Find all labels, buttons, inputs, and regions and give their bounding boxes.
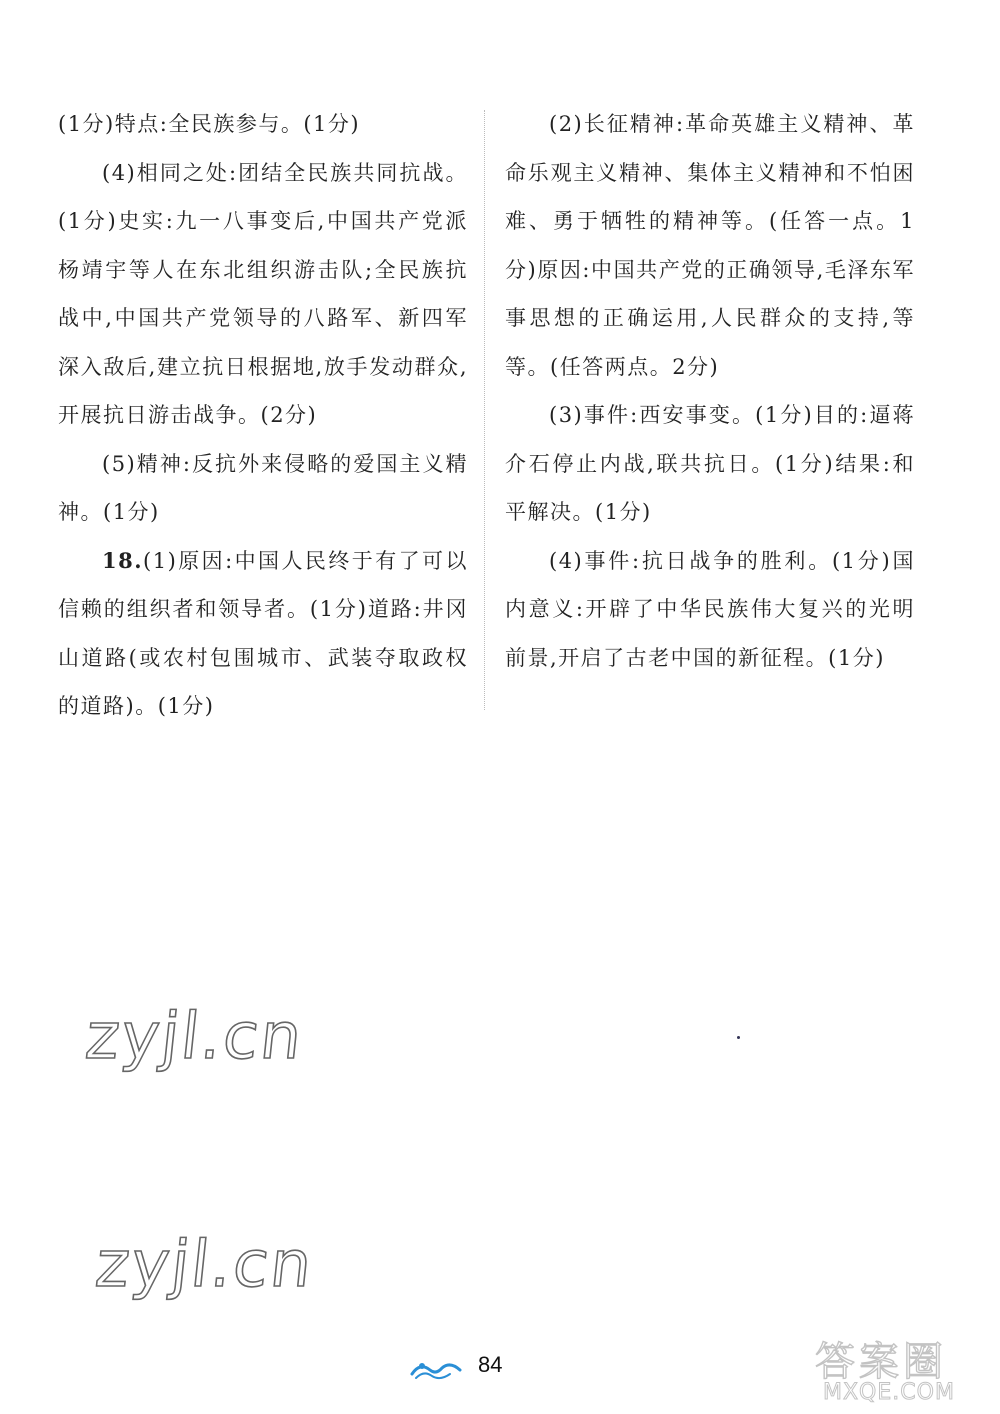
right-column	[505, 100, 915, 682]
ink-dot	[737, 1036, 740, 1039]
publisher-logo-icon	[410, 1358, 462, 1384]
answer-paragraph: (4)事件:抗日战争的胜利。(1分)国内意义:开辟了中华民族伟大复兴的光明前景,开启了古老中国的新征程。(1分)	[505, 548, 915, 670]
page-number: 84	[478, 1352, 503, 1377]
column-divider	[484, 110, 485, 710]
watermark-text: zyjl.cn	[82, 1000, 308, 1074]
corner-watermark-bottom: MXQE.COM	[823, 1380, 955, 1405]
answer-paragraph: (5)精神:反抗外来侵略的爱国主义精神。(1分)	[58, 451, 468, 524]
answer-paragraph: (3)事件:西安事变。(1分)目的:逼蒋介石停止内战,联共抗日。(1分)结果:和平解决。(1分)	[505, 403, 915, 524]
left-column	[58, 100, 468, 731]
question-18-paragraph	[58, 537, 468, 731]
question-18-text: (1)原因:中国人民终于有了可以信赖的组织者和领导者。(1分)道路:井冈山道路(或农村包围城市、武装夺取政权的道路)。(1分)	[58, 548, 468, 718]
question-number: 18.	[102, 547, 144, 573]
corner-watermark	[815, 1330, 995, 1410]
answer-paragraph: (4)相同之处:团结全民族共同抗战。(1分)史实:九一八事变后,中国共产党派杨靖宇等人在东北组织游击队;全民族抗战中,中国共产党领导的八路军、新四军深入敌后,建立抗日根据地,放手发动群众,开展抗日游击战争。(2分)	[58, 160, 468, 427]
watermark-text: zyjl.cn	[92, 1228, 318, 1302]
corner-watermark-top: 答案圈	[815, 1339, 947, 1385]
answer-paragraph: (1分)特点:全民族参与。(1分)	[58, 112, 361, 136]
answer-paragraph: (2)长征精神:革命英雄主义精神、革命乐观主义精神、集体主义精神和不怕困难、勇于牺牲的精神等。(任答一点。1分)原因:中国共产党的正确领导,毛泽东军事思想的正确运用,人民群众的支持,等等。(任答两点。2分)	[505, 112, 915, 379]
